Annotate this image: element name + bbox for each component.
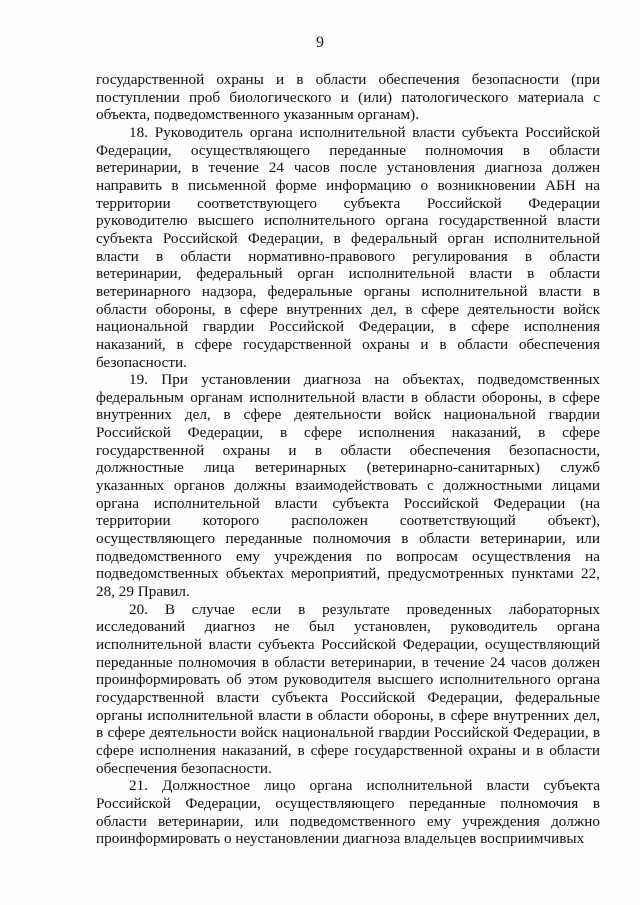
paragraph-19: 19. При установлении диагноза на объектах, подведомственных федеральным органам исполнительной власти в области обороны, в сфере внутренних дел, в сфере деятельности войск национальной гвардии Российской Федерации, в сфере исполнения наказаний, в сфере государственной охраны и в области обеспечения безопасности, должностные лица ветеринарных (ветеринарно-санитарных) служб указанных органов должны взаимодействовать с должностными лицами органа исполнительной власти субъекта Российской Федерации (на территории которого расположен соответствующий объект), осуществляющего переданные полномочия в области ветеринарии, или подведомственного ему учреждения по вопросам осуществления на подведомственных объектах мероприятий, предусмотренных пунктами 22, 28, 29 Правил. (96, 371, 600, 601)
paragraph-17-continuation: государственной охраны и в области обеспечения безопасности (при поступлении проб биологического и (или) патологического материала с объекта, подведомственного указанным органам). (96, 71, 600, 124)
page-number: 9 (316, 34, 324, 51)
document-body (96, 71, 600, 848)
paragraph-21: 21. Должностное лицо органа исполнительной власти субъекта Российской Федерации, осуществляющего переданные полномочия в области ветеринарии, или подведомственного ему учреждения должно проинформировать о неустановлении диагноза владельцев восприимчивых (96, 777, 600, 848)
paragraph-20: 20. В случае если в результате проведенных лабораторных исследований диагноз не был установлен, руководитель органа исполнительной власти субъекта Российской Федерации, осуществляющий переданные полномочия в области ветеринарии, в течение 24 часов должен проинформировать об этом руководителя высшего исполнительного органа государственной власти субъекта Российской Федерации, федеральные органы исполнительной власти в области обороны, в сфере внутренних дел, в сфере деятельности войск национальной гвардии Российской Федерации, в сфере исполнения наказаний, в сфере государственной охраны и в области обеспечения безопасности. (96, 600, 600, 777)
paragraph-18: 18. Руководитель органа исполнительной власти субъекта Российской Федерации, осуществляющего переданные полномочия в области ветеринарии, в течение 24 часов после установления диагноза должен направить в письменной форме информацию о возникновении АБН на территории соответствующего субъекта Российской Федерации руководителю высшего исполнительного органа государственной власти субъекта Российской Федерации, в федеральный орган исполнительной власти в области нормативно-правового регулирования в области ветеринарии, федеральный орган исполнительной власти в области ветеринарного надзора, федеральные органы исполнительной власти в области обороны, в сфере внутренних дел, в сфере деятельности войск национальной гвардии Российской Федерации, в сфере исполнения наказаний, в сфере государственной охраны и в области обеспечения безопасности. (96, 123, 600, 371)
